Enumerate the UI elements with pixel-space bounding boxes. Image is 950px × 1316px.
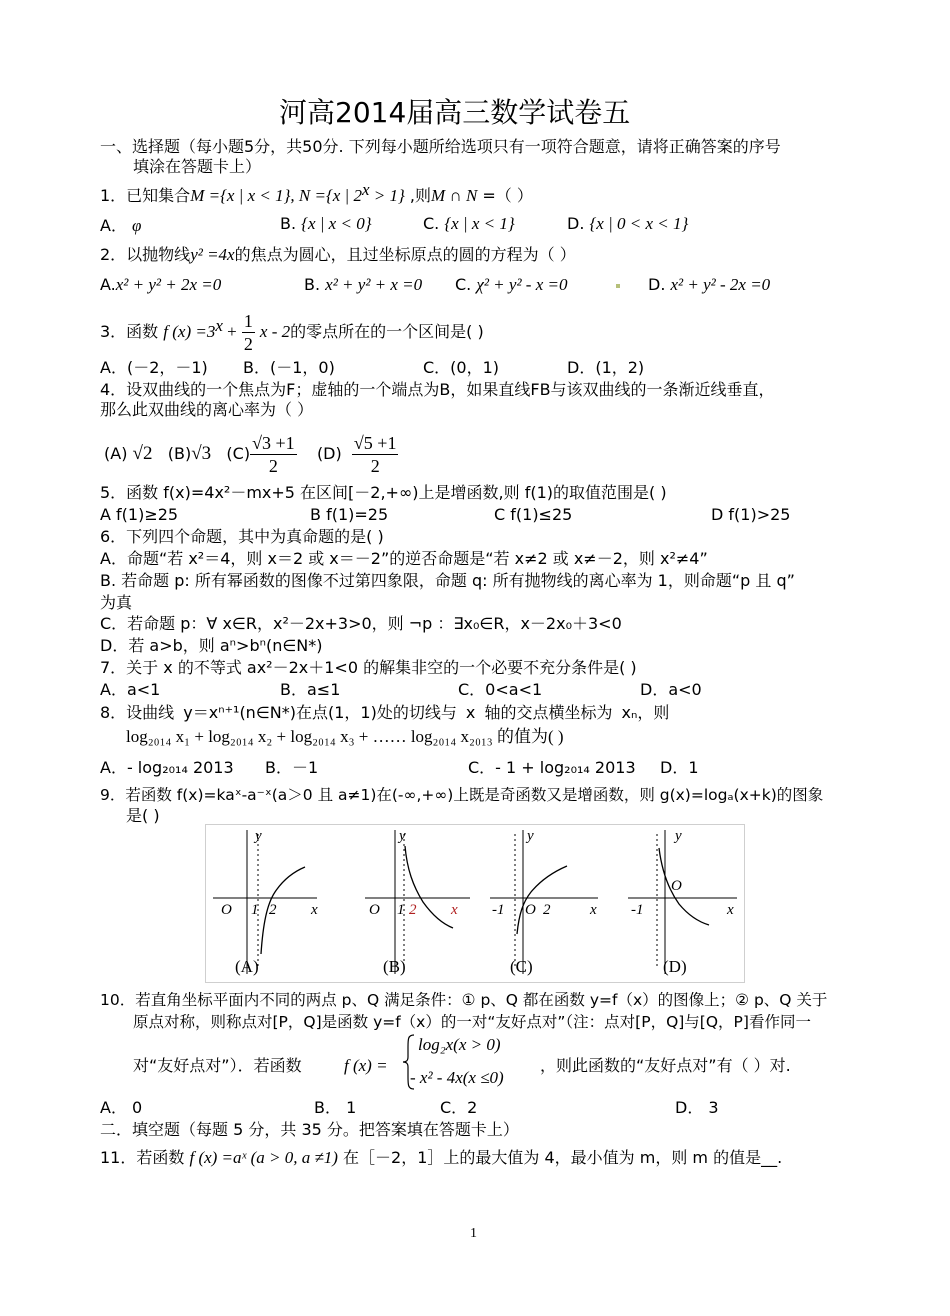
page-title: 河高2014届高三数学试卷五 [279,96,631,129]
graph-c-y-label: y [527,828,534,844]
q2-option-c: C. χ² + y² - x =0 [455,275,568,294]
graph-a-origin: O [221,902,232,918]
q6-option-c: C．若命题 p：∀ x∈R，x²－2x+3>0，则 ¬p ：∃x₀∈R，x－2x₀＋3<0 [100,614,622,633]
graph-d [628,828,737,976]
q9-stem-cont: 是( ) [126,806,160,825]
q1-stem: 1．已知集合M ={x | x < 1}, N ={x | $2^x > 1$} ,则M ∩ N =（ ） [100,180,533,205]
q1-option-d: D. {x | 0 < x < 1} [567,214,689,233]
q6-option-b: B. 若命题 p: 所有幂函数的图像不过第四象限，命题 q: 所有抛物线的离心率为 1，则命题“p 且 q” [100,571,795,590]
graph-b-origin: O [369,902,380,918]
graph-d-origin: O [671,878,682,894]
graph-b-y-label: y [399,828,406,844]
q8-option-c: C．- 1 + log₂₀₁₄ 2013 [468,758,636,777]
graph-b [365,828,470,976]
section2-heading: 二．填空题（每题 5 分，共 35 分。把答案填在答题卡上） [100,1120,519,1139]
section1-heading-cont: 填涂在答题卡上） [133,157,262,176]
q3-stem: 3．函数 f $(x) =3^x$ + $\frac{1}{2}$ x - 2的零点所在的一个区间是( ) [100,311,484,354]
q6-stem: 6．下列四个命题，其中为真命题的是( ) [100,527,384,546]
q10-stem-cont: 原点对称，则称点对[P，Q]是函数 y=f（x）的一对“友好点对”（注：点对[P，Q]与[Q，P]看作同一 [133,1013,811,1031]
q8-option-a: A．- log₂₀₁₄ 2013 [100,758,234,777]
q4-stem: 4．设双曲线的一个焦点为F；虚轴的一个端点为B，如果直线FB与该双曲线的一条渐近线垂直， [100,380,775,399]
q10-option-b: B． 1 [314,1098,357,1117]
q1-option-b: B. {x | x < 0} [280,214,372,233]
q3-option-b: B．(－1，0) [243,358,335,377]
q11-stem: 11．若函数 f (x) =aˣ (a > 0, a ≠1) 在［－2，1］上的最大值为 4，最小值为 m，则 m 的值是__. [100,1148,783,1167]
graph-c [490,828,598,976]
q1-option-c: C. {x | x < 1} [423,214,515,233]
graph-a-y-label: y [255,828,262,844]
q8-option-b: B．－1 [265,758,319,777]
q10-option-d: D． 3 [675,1098,719,1117]
stray-dot [616,284,620,288]
q10-case-2: - x² - 4x(x ≤0) [410,1068,504,1087]
graph-b-tick-1: 1 [397,902,405,918]
graph-d-label: (D) [663,957,687,976]
graph-c-x-label: x [590,902,597,918]
graph-a-tick-2: 2 [269,902,277,918]
graph-c-label: (C) [510,957,533,976]
q3-option-d: D．(1，2) [567,358,645,377]
graph-b-x-label: x [451,902,458,918]
graph-a-label: (A) [235,957,259,976]
graph-c-tick-neg1: -1 [492,902,505,918]
q8-stem: 8．设曲线 y＝xⁿ⁺¹(n∈N*)在点(1，1)处的切线与 x 轴的交点横坐标为 xₙ，则 [100,703,670,722]
q10-function: f (x) = [344,1056,388,1075]
q2-stem: 2．以抛物线y² =4x的焦点为圆心，且过坐标原点的圆的方程为（ ） [100,245,576,264]
graph-b-label: (B) [383,957,406,976]
q4-options: (A) √2 (B)√3 (C) $\frac{√3 +1}{2}$ (D) $\frac{√5 +1}{2}$ [104,433,397,476]
q10-case-1: log₂x(x > 0) [418,1035,501,1054]
q9-graphs-figure [205,824,750,986]
q3-option-c: C．(0，1) [423,358,500,377]
q6-option-b-cont: 为真 [100,593,133,612]
graph-d-y-label: y [675,828,682,844]
graph-c-tick-2: 2 [543,902,551,918]
q5-option-d: D f(1)>25 [711,505,791,524]
q4-stem-cont: 那么此双曲线的离心率为（ ） [100,400,314,419]
q2-option-a: A.x² + y² + 2x =0 [100,275,222,294]
q7-option-a: A．a<1 [100,680,161,699]
q1-option-a: A． φ [100,216,142,235]
q6-option-a: A．命题“若 x²＝4，则 x＝2 或 x＝－2”的逆否命题是“若 x≠2 或 x≠－2，则 x²≠4” [100,549,708,568]
q8-option-d: D．1 [660,758,699,777]
q7-stem: 7．关于 x 的不等式 ax²－2x＋1<0 的解集非空的一个必要不充分条件是( ) [100,658,637,677]
graph-d-tick-neg1: -1 [631,902,644,918]
q3-option-a: A．(－2，－1) [100,358,208,377]
q9-stem: 9．若函数 f(x)=kaˣ-a⁻ˣ(a＞0 且 a≠1)在(-∞,+∞)上既是奇函数又是增函数，则 g(x)=logₐ(x+k)的图象 [100,786,824,804]
q6-option-d: D．若 a>b，则 aⁿ>bⁿ(n∈N*) [100,636,323,655]
graph-a-tick-1: 1 [251,902,259,918]
graph-a-x-label: x [311,902,318,918]
q8-stem-cont: log₂₀₁₄ x₁ + log₂₀₁₄ x₂ + log₂₀₁₄ x₃ + …… log₂₀₁₄ x₂₀₁₃ 的值为( ) [126,727,564,746]
section1-heading: 一、选择题（每小题5分，共50分. 下列每小题所给选项只有一项符合题意，请将正确答案的序号 [100,137,781,156]
q10-option-c: C．2 [440,1098,478,1117]
graph-b-tick-2: 2 [409,902,417,918]
q7-option-d: D．a<0 [640,680,702,699]
graph-c-origin: O [525,902,536,918]
q5-option-c: C f(1)≤25 [494,505,573,524]
graph-d-x-label: x [727,902,734,918]
q7-option-b: B．a≤1 [280,680,341,699]
q5-stem: 5．函数 f(x)=4x²－mx+5 在区间[－2,+∞)上是增函数,则 f(1)的取值范围是( ) [100,483,667,502]
q5-option-b: B f(1)=25 [310,505,389,524]
q7-option-c: C．0<a<1 [458,680,543,699]
q2-option-d: D. x² + y² - 2x =0 [648,275,771,294]
q10-option-a: A． 0 [100,1098,143,1117]
q10-stem: 10．若直角坐标平面内不同的两点 p、Q 满足条件：① p、Q 都在函数 y=f（x）的图像上；② p、Q 关于 [100,991,828,1009]
q3-fraction: $\frac{1}{2}$ [243,311,253,354]
graph-a [213,828,318,976]
page-number: 1 [470,1226,477,1241]
q2-option-b: B. x² + y² + x =0 [304,275,423,294]
q10-stem-a: 对“友好点对”）．若函数 [133,1056,302,1075]
q10-stem-b: ，则此函数的“友好点对”有（ ）对. [540,1056,791,1075]
q5-option-a: A f(1)≥25 [100,505,179,524]
